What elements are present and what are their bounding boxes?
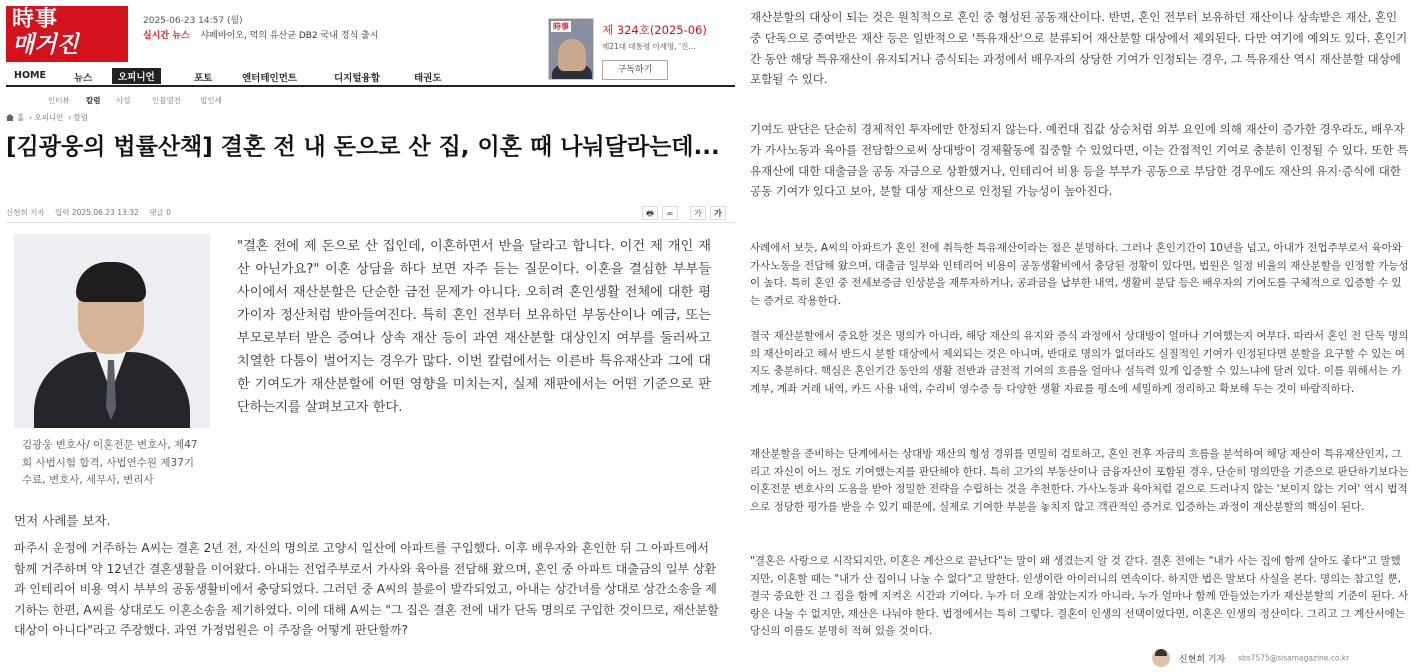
author-photo xyxy=(14,234,210,428)
main-nav xyxy=(6,67,735,87)
nav-taekwondo[interactable]: 태권도 xyxy=(414,73,442,84)
body-paragraph-4: 결국 재산분할에서 중요한 것은 명의가 아니라, 해당 재산의 유지와 증식 과정에서 상대방이 얼마나 기여했는지 여부다. 따라서 혼인 전 단독 명의의 재산이라고 해서 반드시 분할 대상에서 제외되는 것은 아니며, 반대로 명의가 없더라도 실질적인 기여가 인정된다면 분할을 요구할 수 있는 여지도 충분하다. 핵심은 혼인기간 동안의 생활 전반과 금전적 기여의 흐름을 얼마나 설득력 있게 입증할 수 있느냐에 달려 있다. 이를 위해서는 가계부, 계좌 거래 내역, 카드 사용 내역, 수리비 영수증 등 다양한 생활 자료를 평소에 세밀하게 정리하고 확보해 두는 것이 바람직하다. xyxy=(750,330,1409,395)
publish-date: 입력 2025.06.23 13:32 xyxy=(55,208,139,217)
ticker-headline[interactable]: 샤페바이오, 먹의 유산균 DB2 국내 정식 출시 xyxy=(200,31,379,41)
print-icon[interactable]: 🖶 xyxy=(642,206,658,220)
header-date: 2025-06-23 14:57 (월) xyxy=(143,16,243,26)
logo-line2: 매거진 xyxy=(12,32,79,58)
nav-news[interactable]: 뉴스 xyxy=(74,73,93,84)
case-intro: 먼저 사례를 보자. xyxy=(14,513,111,528)
author-name: 신현희 기자 xyxy=(6,208,45,217)
body-paragraph-1: 재산분할의 대상이 되는 것은 원칙적으로 혼인 중 형성된 공동재산이다. 반면, 혼인 전부터 보유하던 재산이나 상속받은 재산, 혼인 중 단독으로 증여받은 재산 등은 일반적으로 '특유재산'으로 분류되어 재산분할 대상에서 제외된다. 다만 여기에 예외도 있다. 혼인기간 동안 해당 특유재산이 유지되거나 증식되는 과정에서 배우자의 상당한 기여가 인정되는 경우, 그 특유재산 역시 재산분할 대상에 포함될 수 있다. xyxy=(750,10,1408,87)
subnav-tax[interactable]: 법인세 xyxy=(200,96,222,105)
byline-footer xyxy=(1152,649,1349,669)
photo-hair xyxy=(76,262,146,302)
body-paragraph-3: 사례에서 보듯, A씨의 아파트가 혼인 전에 취득한 특유재산이라는 점은 분명하다. 그러나 혼인기간이 10년을 넘고, 아내가 전업주부로서 육아와 가사노동을 전담해 왔으며, 대출금 일부와 인테리어 비용이 공동생활비에서 충당된 정황이 있다면, 법원은 일정 비율의 재산분할을 인정할 가능성이 높다. 특히 혼인 중 전세보증금 인상분을 재투자하거나, 공과금을 납부한 내역, 생활비 분담 등은 배우자의 기여도를 구체적으로 입증할 수 있는 증거로 작용한다. xyxy=(750,242,1409,307)
crumb-sub[interactable]: 칼럼 xyxy=(73,113,89,122)
body-paragraph-5: 재산분할을 준비하는 단계에서는 상대방 재산의 형성 경위를 면밀히 검토하고, 혼인 전후 자금의 흐름을 분석하여 해당 재산이 특유재산인지, 그리고 자신이 어느 정도 기여했는지를 판단해야 한다. 특히 고가의 부동산이나 금융자산이 포함된 경우, 단순히 명의만을 기준으로 판단하기보다는 이혼전문 변호사의 도움을 받아 정밀한 전략을 수립하는 것을 추천한다. 가사노동과 육아처럼 겉으로 드러나지 않는 '보이지 않는 기여' 역시 법적으로 정당한 평가를 받을 수 있기 때문에, 실제로 기여한 부분을 놓치지 않고 객관적인 증거로 입증하는 과정이 재산분할의 핵심이 된다. xyxy=(750,448,1409,513)
nav-entertainment[interactable]: 엔터테인먼트 xyxy=(242,73,298,84)
link-icon[interactable]: ∞ xyxy=(662,206,678,220)
reporter-avatar xyxy=(1152,649,1170,667)
nav-home[interactable]: HOME xyxy=(14,70,46,81)
nav-photo[interactable]: 포토 xyxy=(194,73,213,84)
article-right-column xyxy=(744,0,1416,672)
reporter-email[interactable]: sbs7575@sisamagazine.co.kr xyxy=(1238,653,1350,663)
crumb-home[interactable]: 홈 xyxy=(17,113,25,122)
nav-opinion[interactable]: 오피니언 xyxy=(112,68,161,84)
issue-number[interactable]: 제 324호(2025-06) xyxy=(602,23,707,37)
article-title: [김광웅의 법률산책] 결혼 전 내 돈으로 산 집, 이혼 때 나눠달라는데... xyxy=(6,134,720,160)
site-logo[interactable] xyxy=(6,6,128,62)
article-meta xyxy=(6,207,179,218)
reporter-name[interactable]: 신현희 기자 xyxy=(1178,654,1226,665)
breadcrumb: 홈 › 오피니언 › 칼럼 xyxy=(6,112,88,123)
nav-digital[interactable]: 디지털융합 xyxy=(334,73,380,84)
photo-caption: 김광웅 변호사/ 이혼전문 변호사, 제47회 사법시험 합격, 사법연수원 제37기 수료, 변호사, 세무사, 변리사 xyxy=(22,439,198,486)
home-icon[interactable] xyxy=(6,114,14,121)
logo-line1: 時事 xyxy=(12,7,59,32)
comment-count[interactable]: 댓글 0 xyxy=(149,208,171,217)
body-paragraph-2: 기여도 판단은 단순히 경제적인 투자에만 한정되지 않는다. 예컨대 집값 상승처럼 외부 요인에 의해 재산이 증가한 경우라도, 배우자가 가사노동과 육아를 전담함으로써 상대방이 경제활동에 집중할 수 있었다면, 이는 간접적인 기여로 충분히 인정될 수 있다. 또한 특유재산에 대한 대출금을 공동 자금으로 상환했거나, 인테리어 비용 등을 부부가 공동으로 부담한 경우에도 재산의 유지·증식에 대한 공동 기여가 있다고 보아, 분할 대상 재산으로 인정될 가능성이 높아진다. xyxy=(750,122,1409,199)
case-paragraph: 파주시 운정에 거주하는 A씨는 결혼 2년 전, 자신의 명의로 고양시 일산에 아파트를 구입했다. 이후 배우자와 혼인한 뒤 그 아파트에서 함께 거주하며 약 12년간 결혼생활을 이어왔다. 아내는 전업주부로서 가사와 육아를 전담해 왔으며, 혼인 중 아파트 대출금의 일부 상환과 인테리어 비용 역시 부부의 공동생활비에서 충당되었다. 그러던 중 A씨의 불륜이 발각되었고, 아내는 상간녀를 상대로 상간소송을 제기하는 한편, A씨를 상대로도 이혼소송을 제기하였다. 이에 대해 A씨는 "그 집은 결혼 전에 내가 단독 명의로 구입한 것이므로, 재산분할 대상이 아니다"라고 주장했다. 과연 가정법원은 이 주장을 어떻게 판단할까? xyxy=(14,541,719,637)
meta-divider xyxy=(6,222,735,223)
ticker-label: 실시간 뉴스 xyxy=(143,31,190,41)
subnav-editorial[interactable]: 사설 xyxy=(116,96,131,105)
subnav-column[interactable]: 칼럼 xyxy=(86,96,101,105)
font-increase-button[interactable]: 가 xyxy=(710,206,726,220)
subnav-people[interactable]: 인물열전 xyxy=(152,96,181,105)
issue-subtitle: 제21대 대통령 이재명, '진... xyxy=(602,42,696,51)
news-ticker[interactable] xyxy=(143,28,378,41)
crumb-section[interactable]: 오피니언 xyxy=(34,113,64,122)
cover-title: 時事 xyxy=(553,22,569,31)
lead-paragraph: "결혼 전에 제 돈으로 산 집인데, 이혼하면서 반을 달라고 합니다. 이건 제 개인 재산 아닌가요?" 이혼 상담을 하다 보면 자주 듣는 질문이다. 이혼을 결심한 부부들 사이에서 재산분할은 단순한 금전 문제가 아니다. 오히려 혼인생활 전체에 대한 평가이자 정산처럼 받아들여진다. 특히 혼인 전부터 보유하던 부동산이나 예금, 또는 부모로부터 받은 증여나 상속 재산 등이 과연 재산분할 대상인지 여부를 둘러싸고 치열한 다툼이 벌어지는 경우가 많다. 이번 칼럼에서는 이른바 특유재산과 그에 대한 기여도가 재산분할에 어떤 영향을 미치는지, 실제 재판에서는 어떤 기준으로 판단하는지를 살펴보고자 한다. xyxy=(237,239,711,415)
body-paragraph-6: "결혼은 사랑으로 시작되지만, 이혼은 계산으로 끝난다"는 말이 왜 생겼는지 알 것 같다. 결혼 전에는 "내가 사는 집에 함께 살아도 좋다"고 말했지만, 이혼할 때는 "내가 산 집이니 나눌 수 없다"고 말한다. 인생이란 아이러니의 연속이다. 하지만 법은 말보다 사실을 본다. 명의는 참고일 뿐, 결국 중요한 건 그 집을 함께 지켜온 시간과 기여다. 누가 더 오래 참았는지가 아니라, 누가 얼마나 함께 만들었는가가 재산분할의 기준이 된다. 사랑은 나눌 수 없지만, 재산은 나눠야 한다. 법정에서는 특히 그렇다. 결혼이 인생의 선택이었다면, 이혼은 인생의 정산이다. 그리고 그 계산서에는 당신의 이름도 분명히 적혀 있을 것이다. xyxy=(750,555,1409,638)
subscribe-button[interactable]: 구독하기 xyxy=(602,60,668,80)
subnav-interview[interactable]: 인터뷰 xyxy=(48,96,70,105)
font-decrease-button[interactable]: 가 xyxy=(690,206,706,220)
